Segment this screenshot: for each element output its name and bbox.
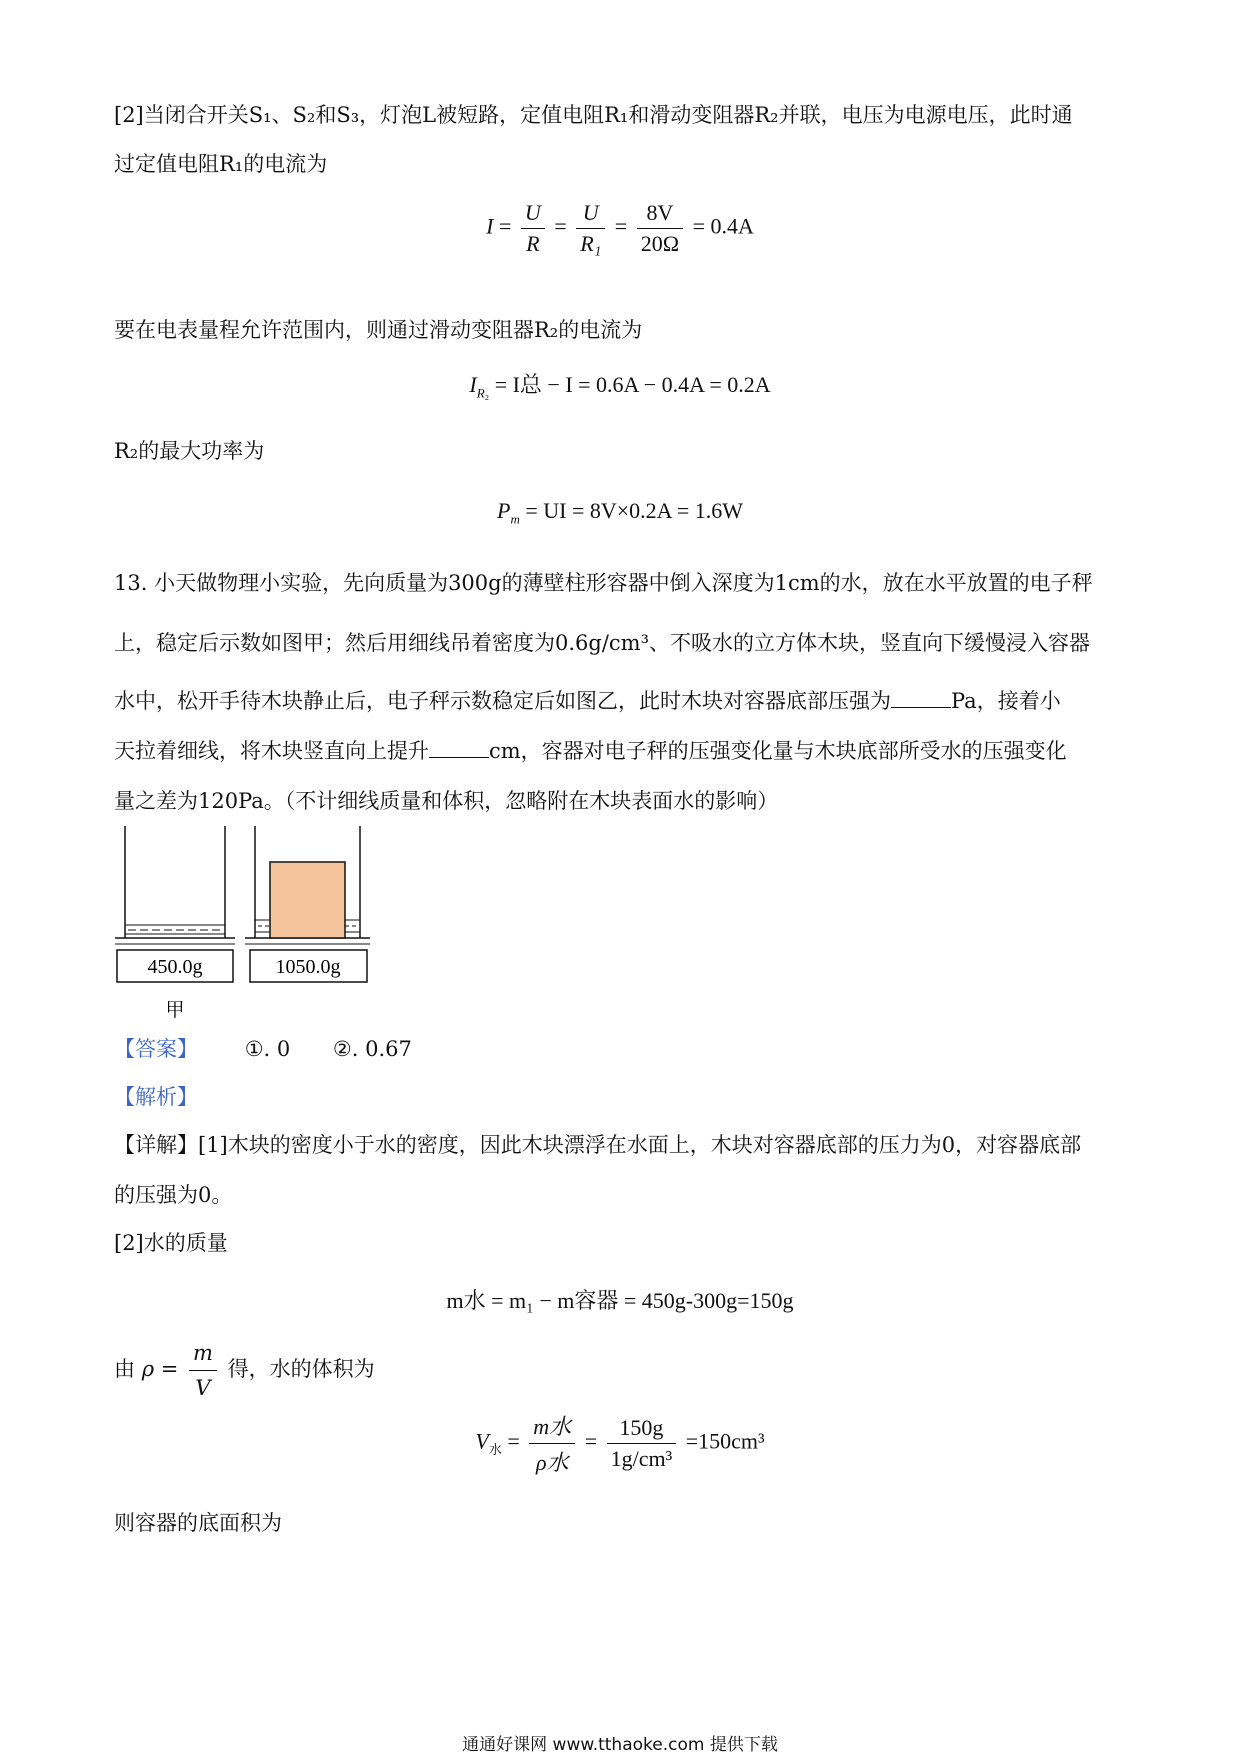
answer-1: ①. 0 <box>244 1037 291 1061</box>
fraction-numerator: U <box>576 200 605 229</box>
fraction-8v-20ohm <box>637 200 683 257</box>
paragraph-max-power: R₂的最大功率为 <box>114 439 265 463</box>
formula-text: = I总 − I = 0.6A − 0.4A = 0.2A <box>494 372 771 397</box>
answer-blank-2 <box>429 737 489 758</box>
fraction-u-r1 <box>576 200 605 257</box>
paragraph-current-r1: 过定值电阻R₁的电流为 <box>114 152 328 176</box>
question-13-line-4 <box>114 736 1124 766</box>
fraction-mass-density <box>529 1410 575 1477</box>
fraction-denominator: V <box>195 1376 211 1400</box>
experiment-figure <box>110 826 380 1026</box>
answer-blank-1 <box>891 687 951 708</box>
fraction-numerator: m <box>189 1338 217 1371</box>
formula-current-r2: $I_{R_2} = I$总 − I = 0.6A − 0.4A = 0.2A <box>469 372 771 401</box>
detail-line-2: 的压强为0。 <box>114 1183 233 1207</box>
text-segment: 天拉着细线，将木块竖直向上提升 <box>114 739 429 763</box>
equals-sign: = <box>614 213 628 239</box>
formula-text: = UI = 8V×0.2A = 1.6W <box>525 498 743 523</box>
wooden-block <box>270 862 345 938</box>
scale-reading-a: 450.0g <box>147 956 203 978</box>
fraction-numerator: 150g <box>607 1415 677 1444</box>
answer-line <box>114 1034 1124 1064</box>
fraction-denominator: R₁ <box>580 231 602 256</box>
formula-result: = 0.4A <box>692 213 754 239</box>
container-a <box>115 826 235 1021</box>
figure-label-a: 甲 <box>165 1000 185 1021</box>
paragraph-switch-closed: [2]当闭合开关S₁、S₂和S₃，灯泡L被短路，定值电阻R₁和滑动变阻器R₂并联，电压为电源电压，此时通 <box>114 103 1073 127</box>
last-line: 则容器的底面积为 <box>114 1511 282 1535</box>
paragraph-meter-range: 要在电表量程允许范围内，则通过滑动变阻器R₂的电流为 <box>114 318 643 342</box>
fraction-numerator: m水 <box>529 1410 575 1444</box>
formula-lhs: I <box>486 213 494 239</box>
density-line: 由 ρ = $\frac{m}{V}$ 得，水的体积为 <box>114 1338 1124 1403</box>
fraction-numerator: U <box>521 200 545 229</box>
detail-line-3: [2]水的质量 <box>114 1231 228 1255</box>
fraction-numerator: 8V <box>637 200 683 229</box>
fraction-m-v <box>189 1338 217 1403</box>
container-b <box>245 826 370 982</box>
text-segment: 水中，松开手待木块静止后，电子秤示数稳定后如图乙，此时木块对容器底部压强为 <box>114 689 891 713</box>
fraction-denominator: 1g/cm³ <box>610 1446 673 1471</box>
fraction-denominator: R <box>526 231 540 256</box>
equals-sign: = <box>498 213 512 239</box>
formula-result: =150cm³ <box>685 1428 765 1454</box>
formula-water-mass <box>0 1284 1240 1315</box>
formula-water-volume: $V_水$ = $\frac{\text{m水}}{\text{ρ水}}$ = $\frac{150g}{\text{1g/cm³}}$ =150cm³ <box>0 1410 1240 1477</box>
text-segment: Pa，接着小 <box>951 689 1061 713</box>
analysis-line <box>114 1082 1124 1112</box>
answer-tag: 【答案】 <box>114 1037 198 1061</box>
question-13-line-5: 量之差为120Pa。（不计细线质量和体积，忽略附在木块表面水的影响） <box>114 789 779 813</box>
footer-watermark: 通通好课网 www.tthaoke.com 提供下载 <box>462 1735 778 1755</box>
text-segment: 得，水的体积为 <box>227 1357 375 1381</box>
formula-current-i <box>0 200 1240 257</box>
text-segment: 由 <box>114 1357 135 1381</box>
formula-text: m水 = m₁ − m容器 = 450g-300g=150g <box>446 1288 794 1313</box>
equals-sign: = <box>554 213 567 239</box>
text-segment: cm，容器对电子秤的压强变化量与木块底部所受水的压强变化 <box>489 739 1067 763</box>
question-13-line-1: 13. 小天做物理小实验，先向质量为300g的薄壁柱形容器中倒入深度为1cm的水，放在水平放置的电子秤 <box>114 571 1093 595</box>
formula-power: $P_m$ = UI = 8V×0.2A = 1.6W <box>496 498 743 527</box>
fraction-values <box>607 1415 677 1472</box>
scale-reading-b: 1050.0g <box>275 956 341 978</box>
detail-line-1: 【详解】[1]木块的密度小于水的密度，因此木块漂浮在水面上，木块对容器底部的压力为0，对容器底部 <box>114 1133 1082 1157</box>
fraction-u-r <box>521 200 545 257</box>
answer-2: ②. 0.67 <box>332 1037 412 1061</box>
question-13-line-2: 上，稳定后示数如图甲；然后用细线吊着密度为0.6g/cm³、不吸水的立方体木块，竖直向下缓慢浸入容器 <box>114 631 1091 655</box>
fraction-denominator: 20Ω <box>640 231 680 256</box>
fraction-denominator: ρ水 <box>535 1450 569 1475</box>
question-13-line-3 <box>114 686 1124 716</box>
analysis-tag: 【解析】 <box>114 1085 198 1109</box>
